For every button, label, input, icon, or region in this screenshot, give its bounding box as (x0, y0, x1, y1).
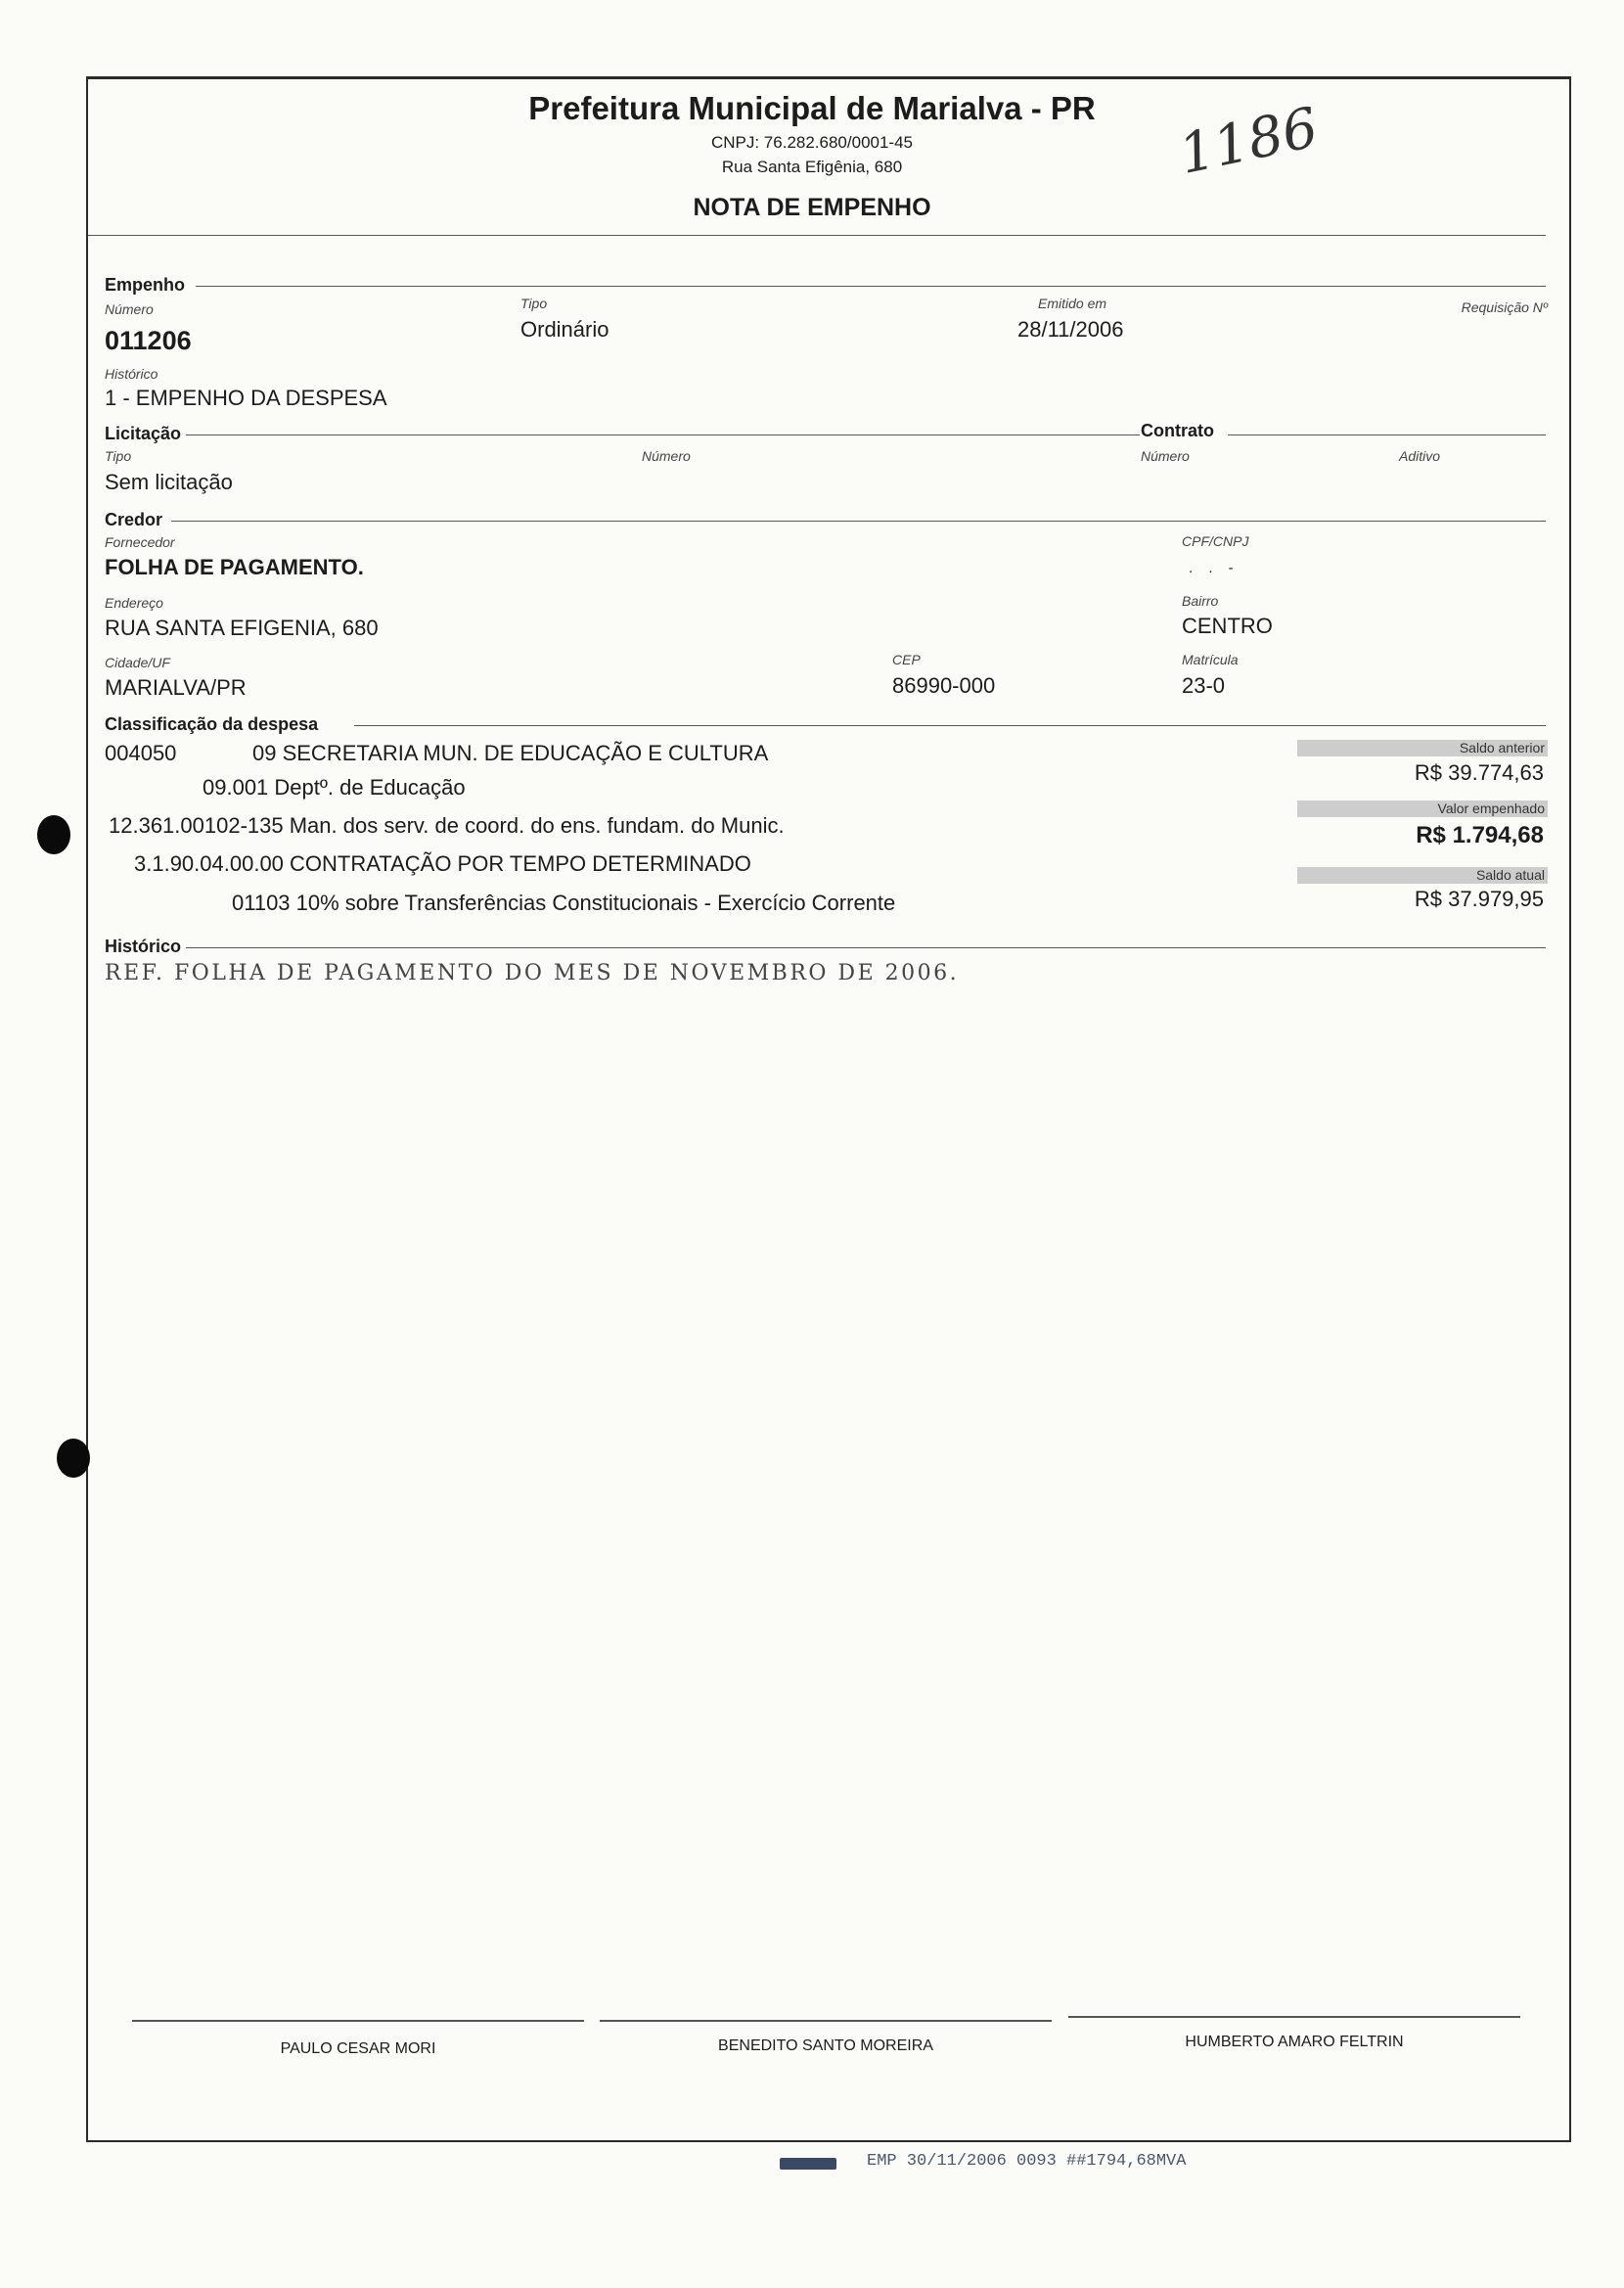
page-title: Prefeitura Municipal de Marialva - PR (528, 90, 1096, 126)
aditivo-label: Aditivo (1399, 448, 1441, 464)
empenho-number: 011206 (105, 326, 192, 355)
classificacao-rule (354, 725, 1546, 726)
emitido-label: Emitido em (1038, 296, 1107, 311)
numero-label: Número (105, 301, 154, 317)
stamp-text: EMP 30/11/2006 0093 ##1794,68MVA (867, 2152, 1187, 2171)
address-text: Rua Santa Efigênia, 680 (721, 158, 903, 176)
section-licitacao: Licitação (105, 424, 182, 443)
despesa-line-5: 01103 10% sobre Transferências Constitucionais - Exercício Corrente (232, 891, 896, 915)
cnpj-text: CNPJ: 76.282.680/0001-45 (710, 133, 914, 152)
signature-name-3: HUMBERTO AMARO FELTRIN (1185, 2034, 1404, 2050)
contrato-numero-label: Número (1141, 448, 1190, 464)
valor-empenhado-label: Valor empenhado (1297, 801, 1548, 817)
despesa-line-3: 12.361.00102-135 Man. dos serv. de coord. do ens. fundam. do Munic. (109, 813, 785, 838)
licitacao-tipo-label: Tipo (105, 448, 132, 464)
signature-name-2: BENEDITO SANTO MOREIRA (718, 2037, 933, 2054)
historico-text: REF. FOLHA DE PAGAMENTO DO MES DE NOVEMBRO DE 2006. (105, 961, 960, 985)
cep-label: CEP (892, 652, 921, 667)
despesa-line-4: 3.1.90.04.00.00 CONTRATAÇÃO POR TEMPO DETERMINADO (134, 851, 751, 876)
cidade-value: MARIALVA/PR (105, 675, 247, 700)
saldo-anterior-value: R$ 39.774,63 (1414, 760, 1544, 785)
cidade-label: Cidade/UF (105, 655, 170, 670)
licitacao-numero-label: Número (642, 448, 691, 464)
saldo-anterior-label: Saldo anterior (1297, 740, 1548, 756)
despesa-code: 004050 (105, 741, 177, 765)
fornecedor-label: Fornecedor (105, 534, 175, 550)
handwritten-number: 1186 (1173, 95, 1324, 188)
empenho-rule (196, 286, 1546, 287)
section-historico: Histórico (105, 937, 182, 956)
historico-value: 1 - EMPENHO DA DESPESA (105, 386, 387, 410)
bairro-value: CENTRO (1182, 614, 1273, 638)
punch-hole-bottom (57, 1439, 90, 1478)
section-contrato: Contrato (1141, 421, 1214, 440)
signature-name-1: PAULO CESAR MORI (280, 2040, 436, 2057)
endereco-value: RUA SANTA EFIGENIA, 680 (105, 616, 379, 640)
saldo-atual-label: Saldo atual (1297, 867, 1548, 884)
cpf-label: CPF/CNPJ (1182, 533, 1249, 549)
despesa-line-2: 09.001 Deptº. de Educação (203, 775, 466, 800)
matricula-value: 23-0 (1182, 673, 1226, 698)
saldo-atual-value: R$ 37.979,95 (1414, 887, 1544, 911)
section-classificacao: Classificação da despesa (105, 714, 319, 734)
emitido-value: 28/11/2006 (1017, 317, 1124, 342)
punch-hole-top (37, 815, 70, 854)
section-empenho: Empenho (105, 275, 186, 295)
endereco-label: Endereço (105, 595, 163, 611)
cpf-value: . . - (1189, 560, 1240, 576)
despesa-line-1: 09 SECRETARIA MUN. DE EDUCAÇÃO E CULTURA (252, 741, 769, 765)
signature-line-3 (1068, 2016, 1520, 2018)
valor-empenhado-value: R$ 1.794,68 (1416, 822, 1544, 848)
credor-rule (171, 521, 1546, 522)
historico-label: Histórico (105, 366, 158, 382)
cep-value: 86990-000 (892, 673, 996, 698)
stamp-mark-icon (780, 2158, 836, 2170)
header-divider (88, 235, 1546, 236)
licitacao-tipo-value: Sem licitação (105, 470, 233, 494)
tipo-value: Ordinário (520, 317, 609, 342)
requisicao-label: Requisição Nº (1461, 299, 1548, 315)
section-credor: Credor (105, 510, 163, 529)
signature-line-2 (600, 2020, 1052, 2022)
tipo-label: Tipo (520, 296, 548, 311)
historico-rule (186, 947, 1546, 948)
document-title: NOTA DE EMPENHO (693, 194, 931, 221)
fornecedor-value: FOLHA DE PAGAMENTO. (105, 555, 364, 579)
signature-line-1 (132, 2020, 584, 2022)
bairro-label: Bairro (1182, 593, 1219, 609)
matricula-label: Matrícula (1182, 652, 1239, 667)
